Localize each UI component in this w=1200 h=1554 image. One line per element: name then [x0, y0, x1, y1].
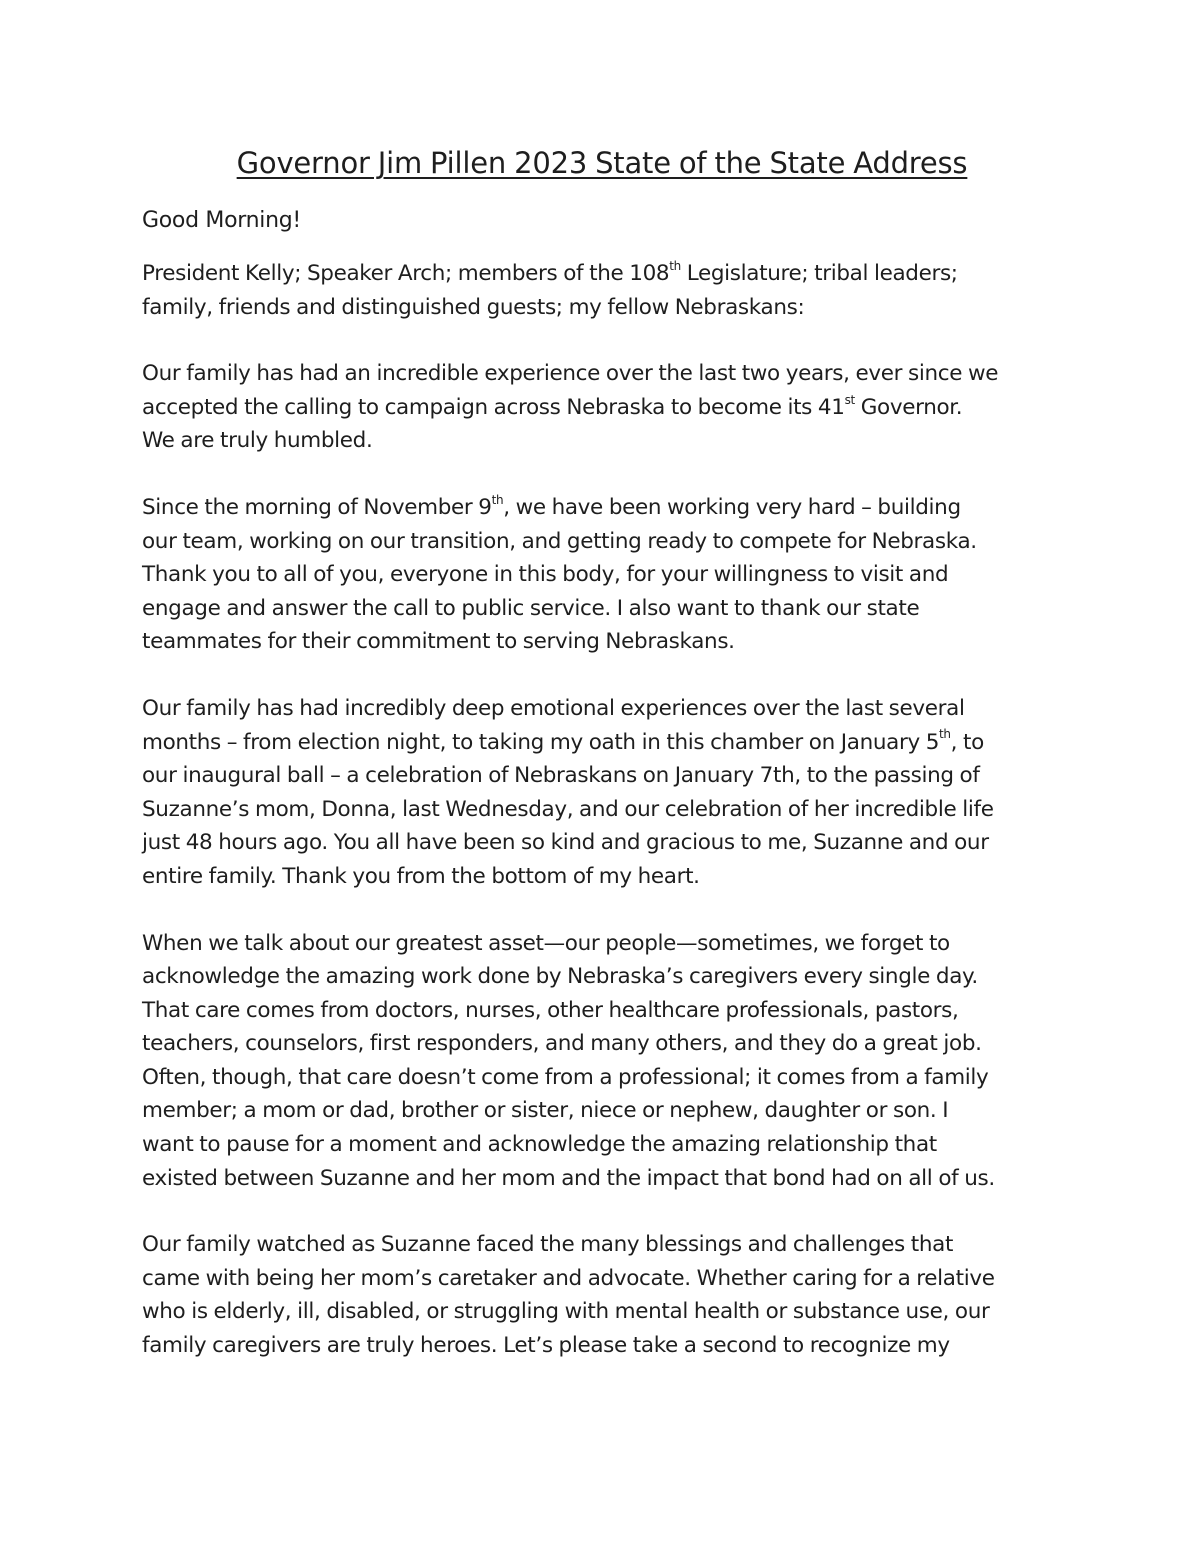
paragraph-line: accepted the calling to campaign across Nebraska to become its 41st Governor.	[142, 392, 963, 420]
paragraph-line: who is elderly, ill, disabled, or struggling with mental health or substance use, our	[142, 1299, 990, 1325]
paragraph-line: acknowledge the amazing work done by Nebraska’s caregivers every single day.	[142, 964, 978, 990]
paragraph-line: Since the morning of November 9th, we have been working very hard – building	[142, 492, 961, 520]
paragraph-transition	[142, 491, 1072, 659]
paragraph-caregivers	[142, 927, 1072, 1196]
paragraph-line: Thank you to all of you, everyone in this body, for your willingness to visit and	[142, 562, 949, 588]
paragraph-line: just 48 hours ago. You all have been so kind and gracious to me, Suzanne and our	[142, 830, 989, 856]
paragraph-line: want to pause for a moment and acknowledge the amazing relationship that	[142, 1132, 937, 1158]
salutation-line: President Kelly; Speaker Arch; members of the 108th Legislature; tribal leaders;	[142, 258, 958, 286]
document-title: Governor Jim Pillen 2023 State of the State Address	[236, 146, 968, 180]
paragraph-line: entire family. Thank you from the bottom of my heart.	[142, 863, 700, 889]
paragraph-line: months – from election night, to taking my oath in this chamber on January 5th, to	[142, 727, 984, 755]
greeting: Good Morning!	[142, 208, 301, 233]
paragraph-line: Our family watched as Suzanne faced the many blessings and challenges that	[142, 1232, 954, 1258]
paragraph-line: Often, though, that care doesn’t come from a professional; it comes from a family	[142, 1064, 989, 1090]
paragraph-heroes	[142, 1228, 1072, 1362]
paragraph-campaign	[142, 357, 1072, 458]
salutation-paragraph	[142, 257, 1072, 324]
paragraph-line: Our family has had an incredible experience over the last two years, ever since we	[142, 361, 999, 387]
paragraph-line: came with being her mom’s caretaker and advocate. Whether caring for a relative	[142, 1265, 995, 1291]
salutation-line: family, friends and distinguished guests; my fellow Nebraskans:	[142, 294, 805, 320]
document-page	[142, 144, 1072, 1363]
paragraph-line: We are truly humbled.	[142, 428, 373, 454]
paragraph-line: member; a mom or dad, brother or sister, niece or nephew, daughter or son. I	[142, 1098, 949, 1124]
paragraph-line: Suzanne’s mom, Donna, last Wednesday, and our celebration of her incredible life	[142, 796, 994, 822]
paragraph-line: Our family has had incredibly deep emotional experiences over the last several	[142, 695, 965, 721]
paragraph-line: engage and answer the call to public service. I also want to thank our state	[142, 595, 920, 621]
paragraph-line: our team, working on our transition, and getting ready to compete for Nebraska.	[142, 528, 977, 554]
paragraph-line: family caregivers are truly heroes. Let’s please take a second to recognize my	[142, 1333, 950, 1359]
paragraph-line: teachers, counselors, first responders, and many others, and they do a great job.	[142, 1031, 982, 1057]
paragraph-line: That care comes from doctors, nurses, other healthcare professionals, pastors,	[142, 997, 959, 1023]
paragraph-line: our inaugural ball – a celebration of Nebraskans on January 7th, to the passing of	[142, 763, 980, 789]
paragraph-line: teammates for their commitment to serving Nebraskans.	[142, 629, 735, 655]
paragraph-line: When we talk about our greatest asset—our people—sometimes, we forget to	[142, 930, 950, 956]
paragraph-line: existed between Suzanne and her mom and the impact that bond had on all of us.	[142, 1165, 995, 1191]
paragraph-emotional	[142, 692, 1072, 894]
